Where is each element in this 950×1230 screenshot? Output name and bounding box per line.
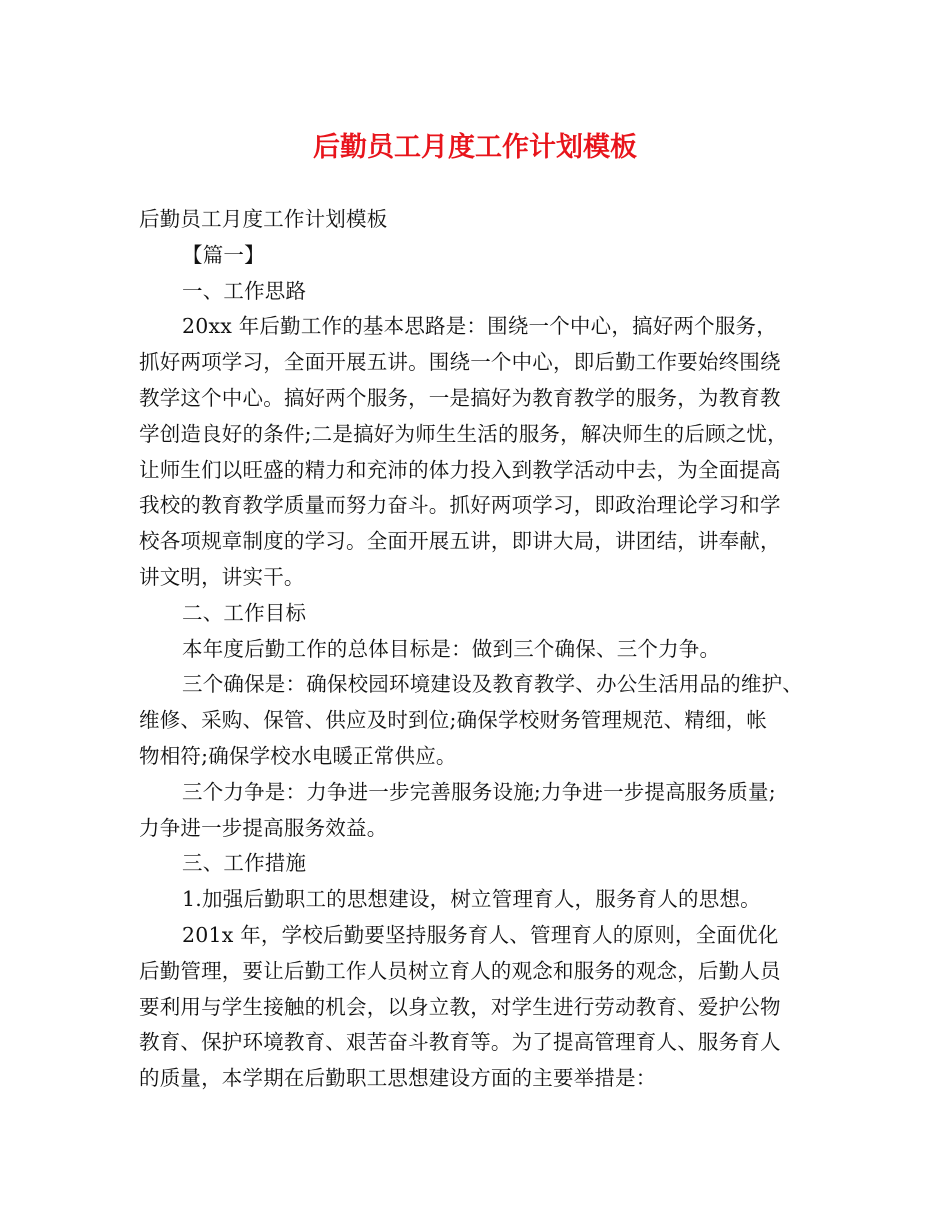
text-line: 的质量，本学期在后勤职工思想建设方面的主要举措是： (139, 1066, 657, 1091)
text-line: 后勤管理，要让后勤工作人员树立育人的观念和服务的观念，后勤人员 (139, 958, 781, 983)
text-line: 后勤员工月度工作计划模板 (139, 207, 388, 231)
text-line: 本年度后勤工作的总体目标是：做到三个确保、三个力争。 (182, 636, 721, 661)
text-line: 力争进一步提高服务效益。 (139, 815, 388, 840)
text-line: 校各项规章制度的学习。全面开展五讲，即讲大局，讲团结，讲奉献， (139, 529, 781, 554)
text-line: 1.加强后勤职工的思想建设，树立管理育人，服务育人的思想。 (182, 887, 761, 912)
text-line: 一、工作思路 (182, 278, 307, 303)
text-line: 三个确保是：确保校园环境建设及教育教学、办公生活用品的维护、 (182, 672, 803, 697)
text-line: 学创造良好的条件;二是搞好为师生生活的服务，解决师生的后顾之忧， (139, 421, 788, 446)
text-line: 让师生们以旺盛的精力和充沛的体力投入到教学活动中去，为全面提高 (139, 457, 781, 482)
text-line: 三个力争是：力争进一步完善服务设施;力争进一步提高服务质量; (182, 779, 776, 804)
text-line: 我校的教育教学质量而努力奋斗。抓好两项学习，即政治理论学习和学 (139, 493, 781, 518)
document-title: 后勤员工月度工作计划模板 (313, 132, 637, 163)
text-line: 维修、采购、保管、供应及时到位;确保学校财务管理规范、精细，帐 (139, 708, 768, 733)
text-line: 抓好两项学习，全面开展五讲。围绕一个中心，即后勤工作要始终围绕 (139, 350, 781, 375)
text-line: 201x 年，学校后勤要坚持服务育人、管理育人的原则，全面优化 (182, 922, 779, 947)
text-line: 教学这个中心。搞好两个服务，一是搞好为教育教学的服务，为教育教 (139, 385, 781, 410)
text-line: 三、工作措施 (182, 851, 307, 876)
text-line: 讲文明，讲实干。 (139, 564, 305, 589)
text-line: 要利用与学生接触的机会，以身立教，对学生进行劳动教育、爱护公物 (139, 994, 781, 1019)
document-body (139, 202, 829, 1097)
text-line: 20xx 年后勤工作的基本思路是：围绕一个中心，搞好两个服务， (182, 314, 777, 339)
text-line: 物相符;确保学校水电暖正常供应。 (139, 743, 457, 768)
text-line: 教育、保护环境教育、艰苦奋斗教育等。为了提高管理育人、服务育人 (139, 1030, 781, 1055)
text-line: 二、工作目标 (182, 600, 307, 625)
text-line: 【篇一】 (182, 242, 265, 267)
